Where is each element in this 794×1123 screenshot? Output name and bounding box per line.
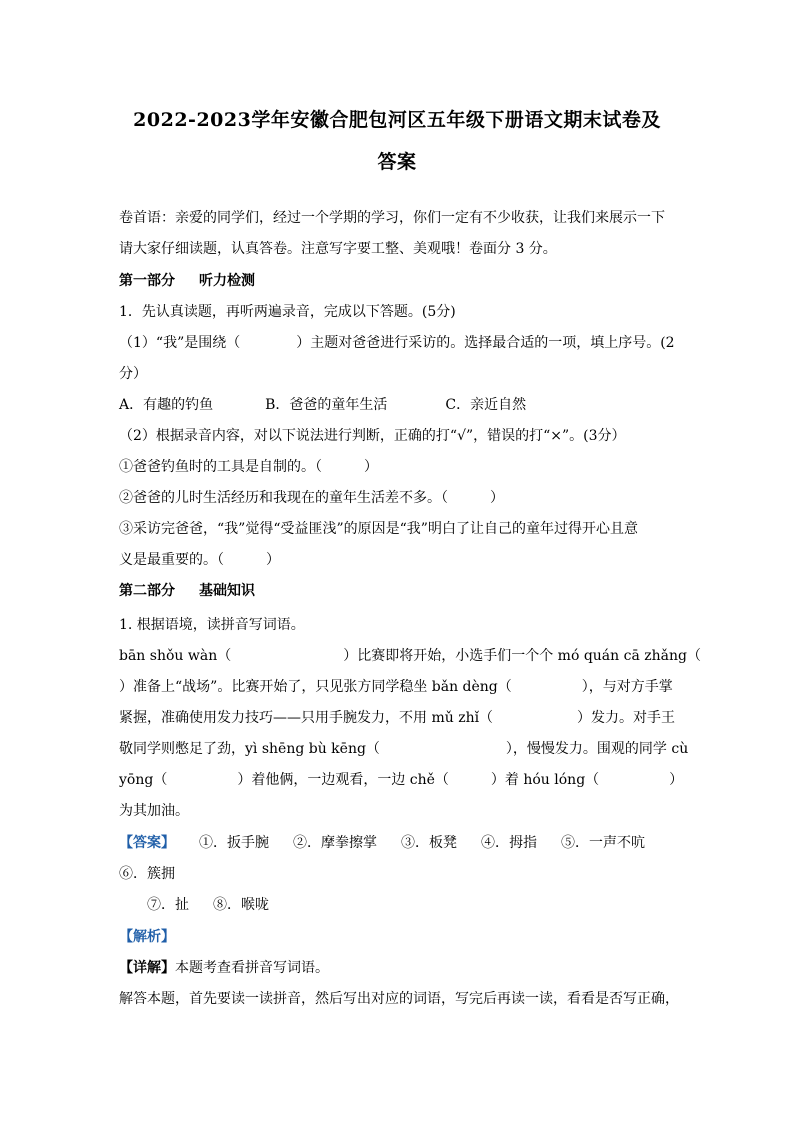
pinyin-line-6: 为其加油。 — [119, 803, 189, 819]
part2-heading — [119, 580, 255, 600]
page-title-line-1: 2022-2023学年安徽合肥包河区五年级下册语文期末试卷及 — [133, 109, 661, 131]
detail-text: 本题考查看拼音写词语。 — [175, 960, 329, 976]
pinyin-line-4: 敬同学则憋足了劲，yì shēng bù kēng（ ），慢慢发力。围观的同学 cù — [119, 741, 689, 757]
pinyin-line-2: ）准备上“战场”。比赛开始了，只见张方同学稳坐 bǎn dèng（ ），与对方手掌 — [119, 679, 673, 695]
answer-4: ④．拇指 — [481, 835, 537, 851]
q1-options — [119, 394, 526, 414]
q1-sub1-line-1: （1）“我”是围绕（ ）主题对爸爸进行采访的。选择最合适的一项，填上序号。(2 — [119, 335, 675, 351]
answer-1: ①．扳手腕 — [199, 835, 269, 851]
answers-row-1 — [119, 832, 645, 852]
final-line: 解答本题，首先要读一读拼音，然后写出对应的词语，写完后再读一读，看看是否写正确， — [119, 991, 679, 1007]
judge-item-3-line-2: 义是最重要的。（ ） — [119, 552, 280, 568]
answer-5: ⑤．一声不吭 — [561, 835, 645, 851]
answers-row-3 — [147, 894, 269, 914]
answer-8: ⑧．喉咙 — [213, 897, 269, 913]
judge-item-1: ①爸爸钓鱼时的工具是自制的。（ ） — [119, 459, 378, 475]
pinyin-line-5: yōng（ ）着他俩，一边观看，一边 chě（ ）着 hóu lóng（ ） — [119, 772, 684, 788]
part2-label: 第二部分 — [119, 583, 175, 599]
detail-line — [119, 957, 329, 977]
intro-line-2: 请大家仔细读题，认真答卷。注意写字要工整、美观哦！卷面分 3 分。 — [119, 241, 557, 257]
option-b: B．爸爸的童年生活 — [265, 397, 388, 413]
answer-7: ⑦．扯 — [147, 897, 189, 913]
part1-label: 第一部分 — [119, 273, 175, 289]
analysis-label: 【解析】 — [119, 929, 175, 945]
judge-item-2: ②爸爸的儿时生活经历和我现在的童年生活差不多。（ ） — [119, 490, 504, 506]
part2-name: 基础知识 — [199, 583, 255, 599]
q1-sub2: （2）根据录音内容，对以下说法进行判断，正确的打“√”，错误的打“×”。(3分） — [119, 428, 626, 444]
judge-item-3-line-1: ③采访完爸爸，“我”觉得“受益匪浅”的原因是“我”明白了让自己的童年过得开心且意 — [119, 521, 638, 537]
pinyin-line-1: bān shǒu wàn（ ）比赛即将开始，小选手们一个个 mó quán cā zhǎng（ — [119, 648, 701, 664]
answer-2: ②．摩拳擦掌 — [293, 835, 377, 851]
page-title-line-2: 答案 — [377, 151, 417, 173]
intro-line-1: 卷首语：亲爱的同学们，经过一个学期的学习，你们一定有不少收获，让我们来展示一下 — [119, 210, 665, 226]
detail-label: 【详解】 — [119, 960, 175, 976]
answer-6: ⑥．簇拥 — [119, 866, 175, 882]
q1-sub1-line-2: 分） — [119, 366, 147, 382]
answers-row-2 — [119, 863, 175, 883]
q1-stem: 1．先认真读题，再听两遍录音，完成以下答题。(5分) — [119, 304, 456, 320]
q2-stem: 1. 根据语境，读拼音写词语。 — [119, 617, 305, 633]
option-c: C．亲近自然 — [445, 397, 527, 413]
pinyin-line-3: 紧握，准确使用发力技巧——只用手腕发力，不用 mǔ zhǐ（ ）发力。对手王 — [119, 710, 676, 726]
answer-label: 【答案】 — [119, 835, 175, 851]
part1-heading — [119, 270, 255, 290]
part1-name: 听力检测 — [199, 273, 255, 289]
answer-3: ③．板凳 — [401, 835, 457, 851]
option-a: A．有趣的钓鱼 — [119, 397, 214, 413]
